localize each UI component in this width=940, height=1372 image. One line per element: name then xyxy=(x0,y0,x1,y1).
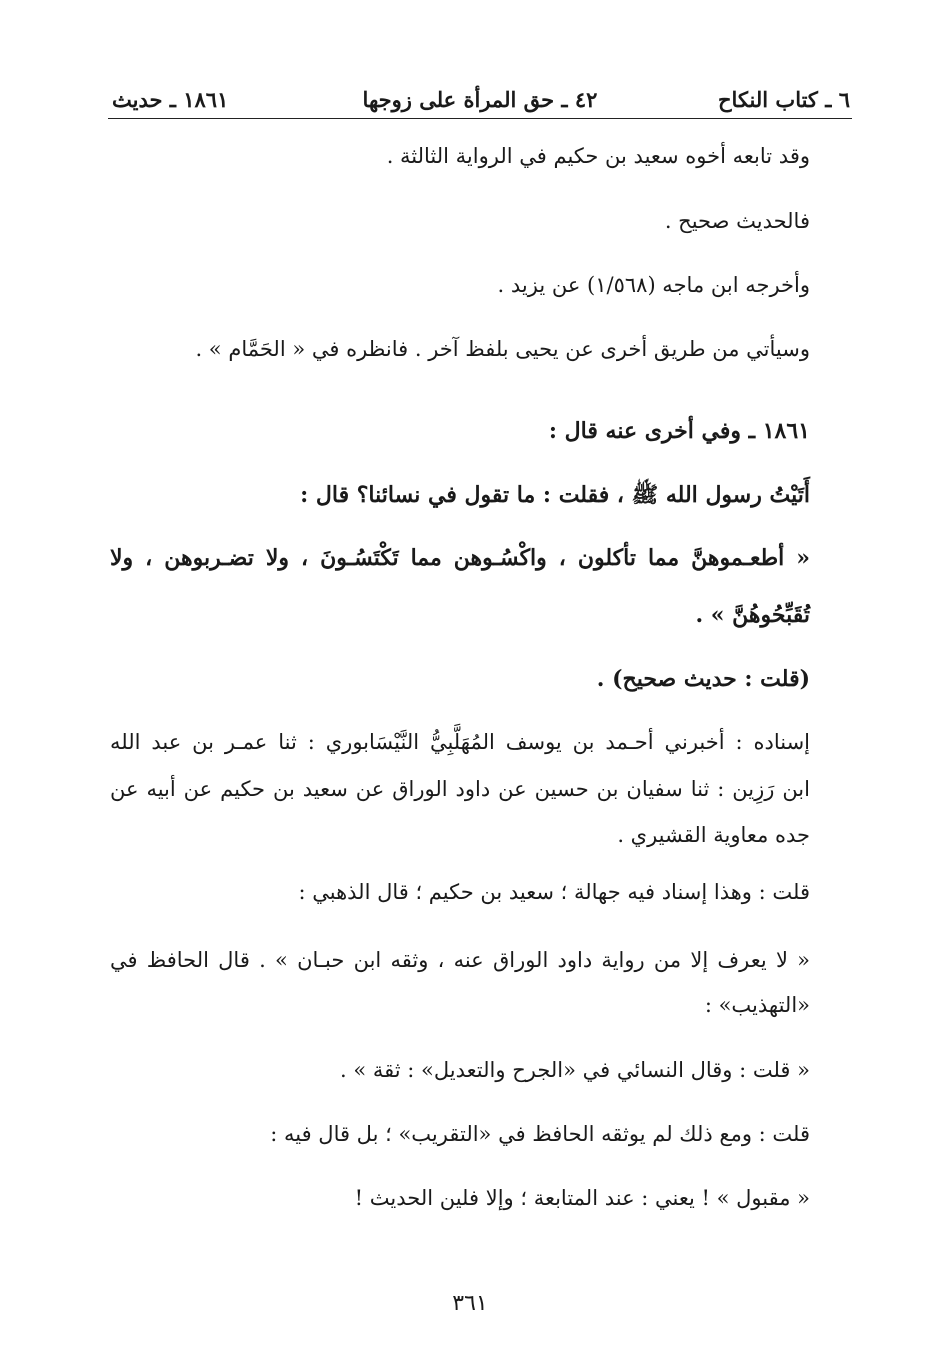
text-line-3: وأخرجه ابن ماجه (١/٥٦٨) عن يزيد . xyxy=(497,273,810,297)
page-number: ٣٦١ xyxy=(452,1291,488,1316)
hadith-heading: ١٨٦١ ـ وفي أخرى عنه قال : xyxy=(548,418,810,444)
isnad-line-1: إسناده : أخبرني أحـمد بن يوسف المُهَلَّبِيُّ النَّيْسَابوري : ثنا عمـر بن عبد الله xyxy=(110,730,810,754)
text-line-2: فالحديث صحيح . xyxy=(664,209,810,233)
header-chapter: ٦ ـ كتاب النكاح xyxy=(718,87,850,112)
header-hadith-number: ١٨٦١ ـ حديث xyxy=(112,87,229,112)
commentary-line-4: « قلت : وقال النسائي في «الجرح والتعديل» : ثقة » . xyxy=(340,1058,810,1082)
commentary-line-2: « لا يعرف إلا من رواية داود الوراق عنه ، وثقه ابن حبـان » . قال الحافظ في xyxy=(110,948,810,972)
text-line-4: وسيأتي من طريق أخرى عن يحيى بلفظ آخر . فانظره في « الحَمَّام » . xyxy=(195,337,810,361)
isnad-line-2: ابن رَزِين : ثنا سفيان بن حسين عن داود الوراق عن سعيد بن حكيم عن أبيه عن xyxy=(110,777,810,801)
hadith-text-line-2: تُقَبِّحُوهُنَّ » . xyxy=(695,602,810,628)
commentary-line-5: قلت : ومع ذلك لم يوثقه الحافظ في «التقريب» ؛ بل قال فيه : xyxy=(270,1122,810,1146)
commentary-line-3: «التهذيب» : xyxy=(704,993,810,1017)
header-section: ٤٢ ـ حق المرأة على زوجها xyxy=(362,87,598,112)
text-line-1: وقد تابعه أخوه سعيد بن حكيم في الرواية الثالثة . xyxy=(386,144,810,168)
hadith-text-intro: أَتَيْتُ رسول الله ﷺ ، فقلت : ما تقول في نسائنا؟ قال : xyxy=(300,482,810,508)
grading-note: (قلت : حديث صحيح) . xyxy=(596,666,810,692)
commentary-line-6: « مقبول » ! يعني : عند المتابعة ؛ وإلا فلين الحديث ! xyxy=(354,1186,810,1210)
commentary-line-1: قلت : وهذا إسناد فيه جهالة ؛ سعيد بن حكيم ؛ قال الذهبي : xyxy=(298,880,810,904)
isnad-line-3: جده معاوية القشيري . xyxy=(617,823,810,847)
running-header xyxy=(108,78,852,119)
hadith-text-line-1: « أطعـموهنَّ مما تأكلون ، واكْسُـوهن مما تَكْتَسُـونَ ، ولا تضـربوهن ، ولا xyxy=(110,545,810,571)
